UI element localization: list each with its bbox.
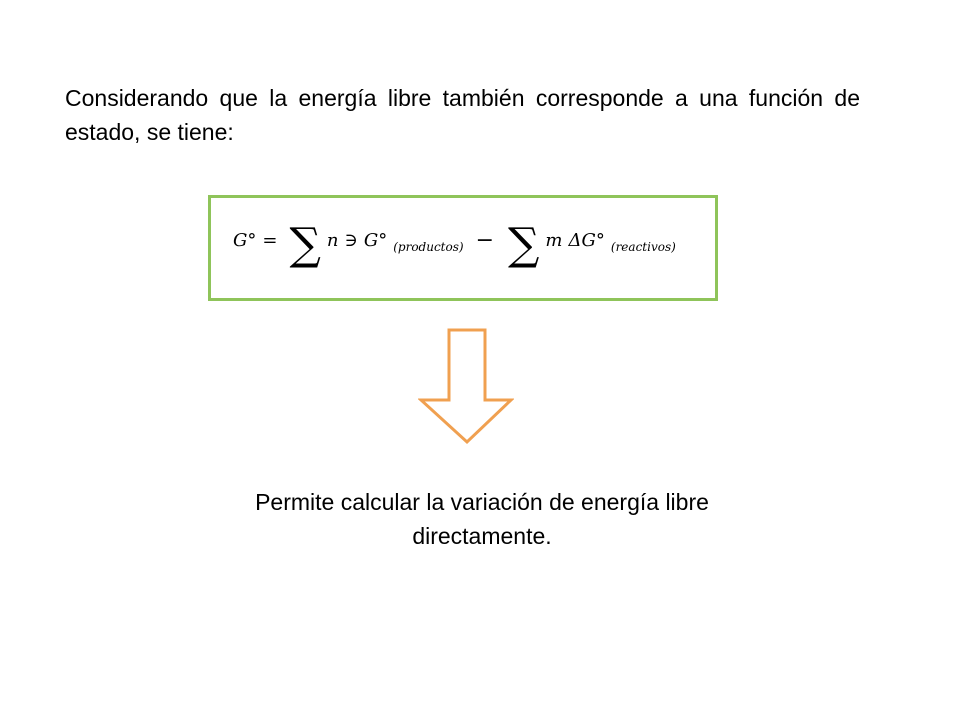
term2-quantity: ΔG° — [568, 229, 605, 251]
conclusion-text: Permite calcular la variación de energía libre directamente. — [255, 489, 709, 549]
gibbs-formula — [233, 210, 676, 270]
down-arrow-icon — [418, 328, 514, 446]
term1-symbol: ∋ — [344, 229, 358, 251]
down-arrow-shape — [421, 330, 511, 442]
formula-lhs: G° — [233, 229, 257, 251]
formula-minus: − — [475, 227, 494, 253]
term2-subscript: (reactivos) — [610, 240, 676, 254]
formula-equals: = — [262, 229, 278, 251]
intro-paragraph: Considerando que la energía libre también corresponde a una función de estado, se tiene: — [65, 85, 860, 145]
summation-symbol-1: ∑ — [289, 219, 321, 270]
term1-subscript: (productos) — [393, 240, 464, 254]
term1-coefficient: n — [326, 229, 339, 251]
formula-box — [208, 195, 718, 301]
summation-symbol-2: ∑ — [508, 219, 540, 270]
term2-coefficient: m — [545, 229, 563, 251]
term1-quantity: G° — [363, 229, 388, 251]
